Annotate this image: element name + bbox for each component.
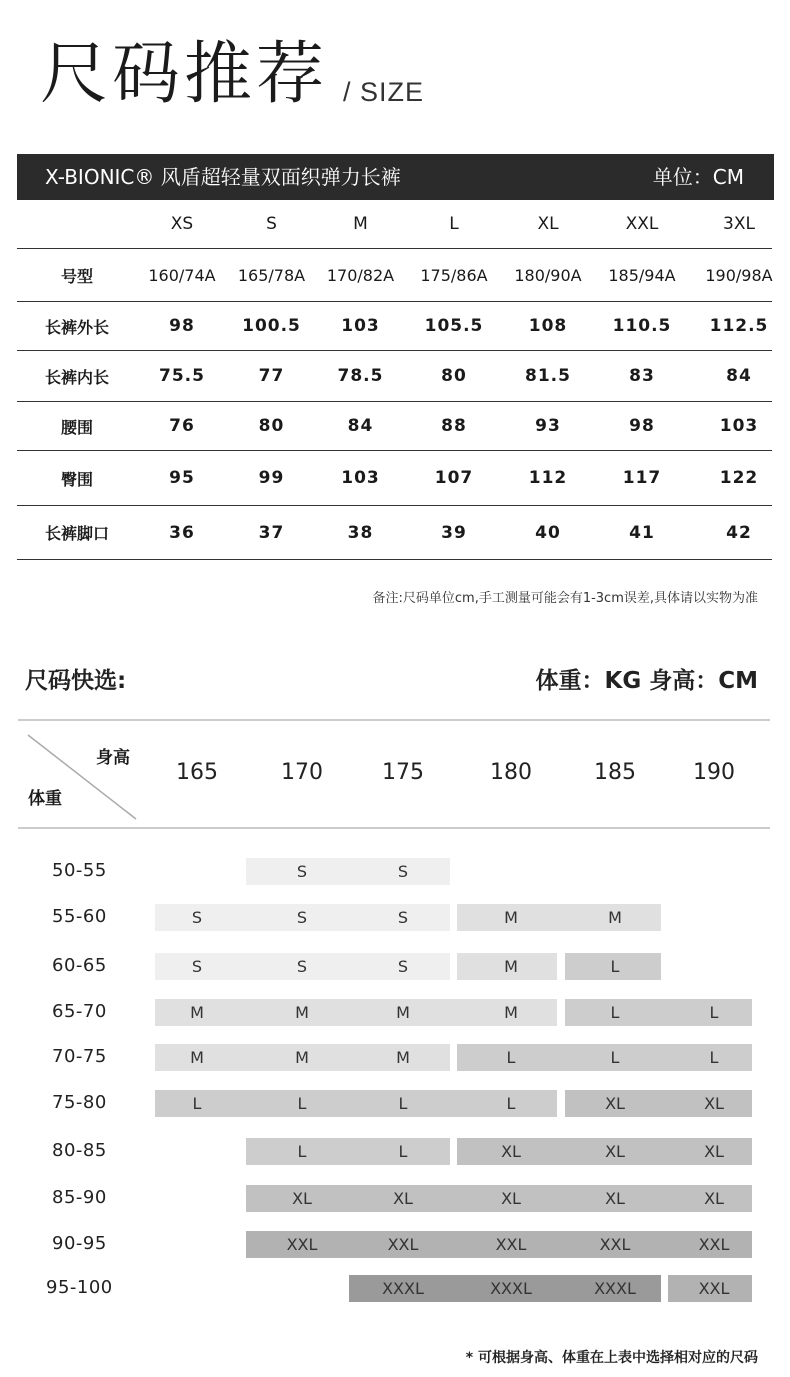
cell-value: 112: [528, 468, 568, 488]
size-cell: S: [296, 862, 308, 881]
size-cell: L: [192, 1094, 202, 1113]
cell-value: 112.5: [709, 316, 769, 336]
cell-value: 185/94A: [608, 265, 676, 285]
size-cell: L: [610, 957, 620, 976]
size-cell: XXL: [599, 1235, 631, 1254]
height-header-175: 175: [382, 760, 424, 785]
cell-value: 78.5: [337, 366, 384, 386]
cell-value: 84: [726, 366, 752, 386]
size-cell: XL: [704, 1094, 724, 1113]
size-row-hip: [17, 451, 772, 506]
size-cell: S: [191, 908, 203, 927]
size-cell: M: [608, 908, 622, 927]
weight-label: 65-70: [52, 1001, 107, 1022]
size-cell: L: [610, 1003, 620, 1022]
size-header: XS: [170, 214, 194, 234]
size-cell: XXL: [698, 1279, 730, 1298]
weight-label: 75-80: [52, 1092, 107, 1113]
height-header-190: 190: [693, 760, 735, 785]
weight-label: 70-75: [52, 1046, 107, 1067]
cell-value: 83: [629, 366, 655, 386]
size-header: XXL: [625, 214, 659, 234]
weight-label: 80-85: [52, 1140, 107, 1161]
cell-value: 122: [719, 468, 759, 488]
size-cell: S: [397, 908, 409, 927]
cell-value: 103: [341, 468, 380, 488]
cell-value: 36: [169, 522, 195, 543]
size-cell: M: [504, 1003, 518, 1022]
corner-header: [18, 721, 138, 827]
cell-value: 110.5: [612, 316, 672, 336]
quick-select-units: 体重：KG 身高：CM: [535, 668, 758, 694]
weight-label: 95-100: [46, 1277, 113, 1298]
size-cell: M: [295, 1003, 309, 1022]
weight-label: 60-65: [52, 955, 107, 976]
size-cell: S: [296, 957, 308, 976]
row-label: 长裤脚口: [44, 524, 109, 543]
footer-hint: * 可根据身高、体重在上表中选择相对应的尺码: [465, 1350, 758, 1366]
size-cell: M: [295, 1048, 309, 1067]
cell-value: 108: [528, 316, 568, 336]
size-header: 3XL: [723, 214, 755, 234]
size-table: [17, 200, 772, 560]
cell-value: 165/78A: [237, 265, 306, 285]
cell-value: 95: [169, 468, 195, 488]
size-cell: S: [397, 957, 409, 976]
row-label: 腰围: [60, 417, 93, 437]
size-cell: M: [396, 1048, 410, 1067]
cell-value: 160/74A: [148, 265, 216, 285]
height-header-185: 185: [594, 760, 636, 785]
size-cell: XL: [501, 1142, 521, 1161]
size-cell: M: [190, 1048, 204, 1067]
size-cell: XXL: [286, 1235, 318, 1254]
product-bar: [17, 154, 774, 200]
size-cell: S: [397, 862, 409, 881]
size-cell: M: [396, 1003, 410, 1022]
quick-select-title: 尺码快选:: [25, 668, 127, 694]
size-cell: XL: [501, 1189, 521, 1208]
size-row-inner-length: [17, 351, 772, 402]
size-header: XL: [537, 214, 559, 234]
row-label: 长裤外长: [44, 317, 109, 337]
size-cell: L: [709, 1048, 719, 1067]
cell-value: 77: [258, 366, 285, 386]
corner-height-label: 身高: [96, 748, 130, 768]
size-cell: XL: [704, 1142, 724, 1161]
cell-value: 175/86A: [420, 265, 488, 285]
row-label: 长裤内长: [44, 367, 109, 387]
cell-value: 100.5: [242, 316, 301, 336]
size-cell: L: [297, 1094, 307, 1113]
height-header-165: 165: [176, 760, 218, 785]
size-cell: M: [190, 1003, 204, 1022]
size-cell: XL: [704, 1189, 724, 1208]
cell-value: 170/82A: [326, 265, 395, 285]
size-cell: L: [297, 1142, 307, 1161]
cell-value: 88: [441, 416, 467, 436]
size-row-outer-length: [17, 302, 772, 351]
cell-value: 37: [258, 522, 285, 543]
cell-value: 38: [347, 522, 374, 543]
size-cell: XL: [292, 1189, 312, 1208]
size-header: L: [449, 214, 459, 234]
cell-value: 180/90A: [514, 265, 582, 285]
cell-value: 81.5: [525, 366, 571, 386]
size-cell: XL: [393, 1189, 413, 1208]
size-header: S: [266, 214, 277, 234]
size-cell: XL: [605, 1094, 625, 1113]
cell-value: 42: [726, 522, 752, 543]
cell-value: 40: [535, 522, 561, 543]
cell-value: 76: [169, 416, 195, 436]
size-cell: L: [610, 1048, 620, 1067]
measurement-note: 备注:尺码单位cm,手工测量可能会有1-3cm误差,具体请以实物为准: [372, 591, 758, 606]
size-cell: L: [398, 1094, 408, 1113]
size-cell: XXL: [698, 1235, 730, 1254]
size-cell: M: [504, 908, 518, 927]
size-cell: XXXL: [594, 1279, 636, 1298]
cell-value: 39: [441, 522, 467, 543]
weight-label: 85-90: [52, 1187, 107, 1208]
divider-bottom: [18, 827, 770, 829]
diagonal-line: [18, 721, 138, 827]
weight-label: 90-95: [52, 1233, 107, 1254]
size-cell: XL: [605, 1189, 625, 1208]
cell-value: 80: [441, 366, 467, 386]
corner-weight-label: 体重: [28, 789, 62, 809]
unit-label: 单位：CM: [652, 165, 744, 189]
cell-value: 117: [622, 468, 662, 488]
size-row-model: [17, 249, 772, 302]
cell-value: 98: [169, 316, 195, 336]
size-cell: XXL: [495, 1235, 527, 1254]
product-name: X-BIONIC® 风盾超轻量双面织弹力长裤: [45, 165, 401, 189]
cell-value: 105.5: [424, 316, 484, 336]
size-cell: XXL: [387, 1235, 419, 1254]
cell-value: 80: [258, 416, 285, 436]
cell-value: 93: [535, 416, 561, 436]
size-header: M: [353, 214, 368, 234]
row-label: 号型: [60, 266, 93, 286]
cell-value: 107: [434, 468, 474, 488]
size-cell: XL: [605, 1142, 625, 1161]
weight-label: 55-60: [52, 906, 107, 927]
size-row-waist: [17, 402, 772, 451]
cell-value: 41: [629, 522, 655, 543]
size-cell: XXXL: [490, 1279, 532, 1298]
cell-value: 84: [347, 416, 374, 436]
size-header-row: [17, 200, 772, 249]
row-label: 臀围: [60, 469, 93, 489]
height-header-180: 180: [490, 760, 532, 785]
size-cell: L: [398, 1142, 408, 1161]
size-cell: L: [506, 1048, 516, 1067]
page-subtitle: / SIZE: [343, 77, 425, 107]
height-header-170: 170: [281, 760, 323, 785]
size-cell: M: [504, 957, 518, 976]
cell-value: 190/98A: [705, 265, 773, 285]
cell-value: 103: [341, 316, 380, 336]
page-title: 尺码推荐: [40, 35, 329, 114]
size-cell: L: [506, 1094, 516, 1113]
size-cell: S: [296, 908, 308, 927]
size-row-hem: [17, 506, 772, 560]
cell-value: 99: [258, 468, 285, 488]
weight-label: 50-55: [52, 860, 107, 881]
size-cell: L: [709, 1003, 719, 1022]
cell-value: 98: [629, 416, 655, 436]
cell-value: 103: [719, 416, 759, 436]
size-cell: S: [191, 957, 203, 976]
size-cell: XXXL: [382, 1279, 424, 1298]
cell-value: 75.5: [159, 366, 205, 386]
